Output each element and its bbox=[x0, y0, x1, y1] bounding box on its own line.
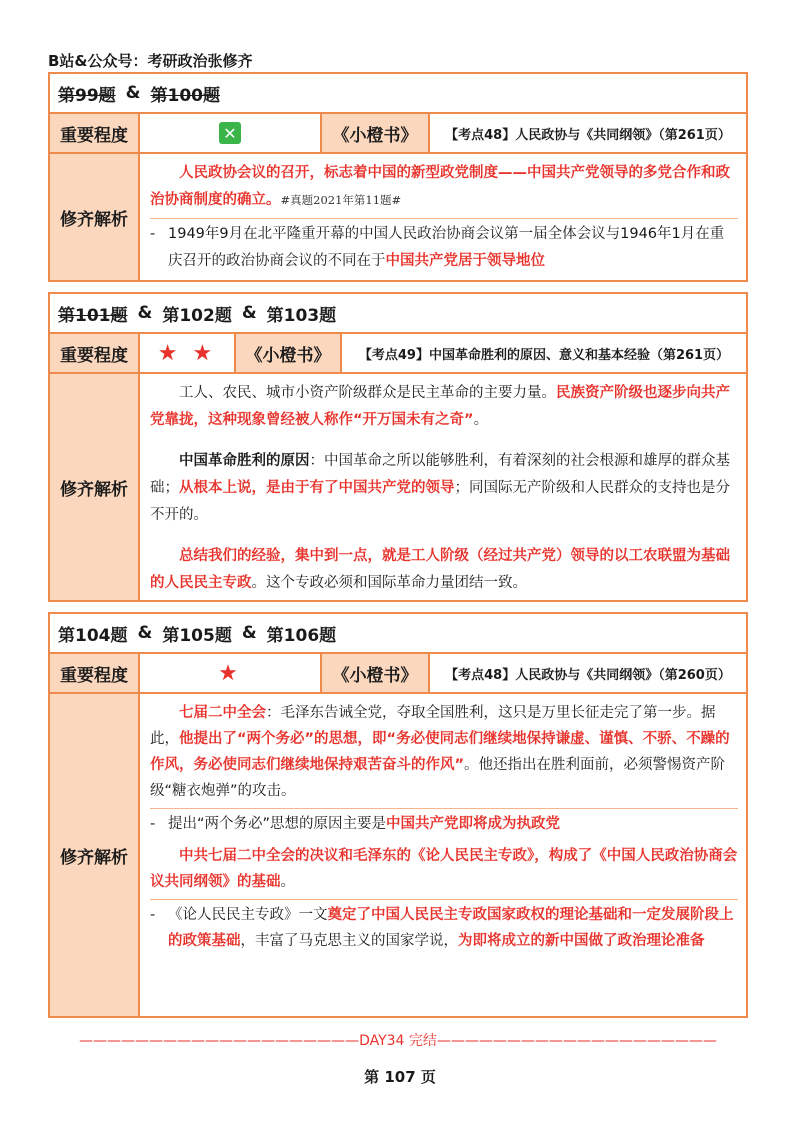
importance-row bbox=[50, 114, 746, 154]
cross-icon: ✕ bbox=[219, 122, 241, 144]
analysis-label: 修齐解析 bbox=[50, 374, 140, 600]
question-number: 第102题 bbox=[162, 305, 232, 326]
header-source: B站&公众号：考研政治张修齐 bbox=[48, 52, 253, 70]
highlight-text: 奠定了中国人民民主专政国家政权的理论基础和一定发展阶段上的政策基础 bbox=[168, 907, 734, 949]
body-text: 工人、农民、城市小资产阶级群众是民主革命的主要力量。 bbox=[179, 385, 556, 401]
knowledge-point: 【考点48】人民政协与《共同纲领》（第261页） bbox=[445, 127, 731, 143]
question-block-99-100 bbox=[48, 72, 748, 282]
question-block-104-106 bbox=[48, 612, 748, 1018]
question-title bbox=[50, 74, 746, 114]
importance-rating bbox=[140, 334, 236, 372]
list-item: - 《论人民民主专政》一文奠定了中国人民民主专政国家政权的理论基础和一定发展阶段上的政策基础，丰富了马克思主义的国家学说，为即将成立的新中国做了政治理论准备 bbox=[150, 899, 738, 954]
importance-row bbox=[50, 654, 746, 694]
analysis-row bbox=[50, 694, 746, 1016]
highlight-text: 总结我们的经验，集中到一点，就是工人阶级（经过共产党）领导的以工农联盟为基础的人民民主专政 bbox=[150, 548, 730, 591]
ampersand: & bbox=[137, 623, 153, 643]
item-text: 《论人民民主专政》一文 bbox=[168, 907, 328, 923]
ampersand: & bbox=[241, 623, 257, 643]
question-title bbox=[50, 614, 746, 654]
question-number: 第105题 bbox=[162, 625, 232, 646]
highlight-text: 从根本上说，是由于有了中国共产党的领导 bbox=[179, 480, 455, 496]
importance-label: 重要程度 bbox=[50, 334, 140, 372]
highlight-text: 中国共产党即将成为执政党 bbox=[386, 816, 561, 832]
item-text: 1949年9月在北平隆重开幕的中国人民政治协商会议第一届全体会议与1946年1月在重庆召开的政治协商会议的不同在于 bbox=[168, 226, 725, 269]
body-text: 。 bbox=[280, 874, 295, 890]
bold-text: 中国革命胜利的原因 bbox=[179, 453, 310, 469]
star-icon: ★ bbox=[218, 660, 242, 686]
highlight-text: 中共七届二中全会的决议和毛泽东的《论人民民主专政》，构成了《中国人民政治协商会议共同纲领》的基础 bbox=[150, 848, 738, 890]
highlight-text: 七届二中全会 bbox=[179, 705, 266, 721]
importance-rating bbox=[140, 654, 322, 692]
body-text: ：中国革命之所以能够胜利，有着深刻的社会根源和雄厚的群众基础； bbox=[150, 453, 730, 496]
ampersand: & bbox=[137, 303, 153, 323]
ampersand: & bbox=[125, 83, 141, 103]
importance-row bbox=[50, 334, 746, 374]
knowledge-point: 【考点49】中国革命胜利的原因、意义和基本经验（第261页） bbox=[358, 347, 730, 363]
star-icon: ★ ★ bbox=[157, 340, 217, 366]
question-number: 第106题 bbox=[266, 625, 337, 646]
analysis-content bbox=[140, 154, 746, 280]
exam-note: #真题2021年第11题# bbox=[280, 193, 402, 207]
question-block-101-103 bbox=[48, 292, 748, 602]
day-end-divider: ————————————————————DAY34 完结———————————————————— bbox=[79, 1033, 717, 1049]
highlight-text: 人民政协会议的召开，标志着中国的新型政党制度——中国共产党领导的多党合作和政治协商制度的确立。 bbox=[150, 165, 730, 208]
item-text: 提出“两个务必”思想的原因主要是 bbox=[168, 816, 387, 832]
analysis-content bbox=[140, 374, 746, 600]
knowledge-point: 【考点48】人民政协与《共同纲领》（第260页） bbox=[445, 667, 731, 683]
importance-label: 重要程度 bbox=[50, 114, 140, 152]
highlight-text: 中国共产党居于领导地位 bbox=[385, 253, 545, 269]
ampersand: & bbox=[241, 303, 257, 323]
list-item: - 1949年9月在北平隆重开幕的中国人民政治协商会议第一届全体会议与1946年1月在重庆召开的政治协商会议的不同在于中国共产党居于领导地位 bbox=[150, 218, 738, 275]
book-label: 《小橙书》 bbox=[322, 654, 430, 692]
question-number: 第99题 bbox=[58, 85, 116, 106]
question-number: 第103题 bbox=[266, 305, 337, 326]
body-text: 。这个专政必须和国际革命力量团结一致。 bbox=[251, 575, 527, 591]
highlight-text: 民族资产阶级也逐步向共产党靠拢，这种现象曾经被人称作“开万国未有之奇” bbox=[150, 385, 730, 428]
body-text: ；同国际无产阶级和人民群众的支持也是分不开的。 bbox=[150, 480, 730, 523]
item-text: ，丰富了马克思主义的国家学说， bbox=[240, 933, 458, 949]
highlight-text: 他提出了“两个务必”的思想，即“务必使同志们继续地保持谦虚、谨慎、不骄、不躁的作风，务必使同志们继续地保持艰苦奋斗的作风” bbox=[150, 731, 730, 773]
analysis-label: 修齐解析 bbox=[50, 694, 140, 1016]
body-text: 。他还指出在胜利面前，必须警惕资产阶级“糖衣炮弹”的攻击。 bbox=[150, 757, 726, 799]
question-title bbox=[50, 294, 746, 334]
book-label: 《小橙书》 bbox=[236, 334, 342, 372]
analysis-row bbox=[50, 374, 746, 600]
highlight-text: 为即将成立的新中国做了政治理论准备 bbox=[458, 933, 705, 949]
analysis-label: 修齐解析 bbox=[50, 154, 140, 280]
analysis-content bbox=[140, 694, 746, 1016]
book-label: 《小橙书》 bbox=[322, 114, 430, 152]
page-number: 第 107 页 bbox=[364, 1068, 436, 1086]
question-number: 第100题 bbox=[150, 85, 220, 106]
importance-rating bbox=[140, 114, 322, 152]
analysis-row bbox=[50, 154, 746, 280]
importance-label: 重要程度 bbox=[50, 654, 140, 692]
question-number: 第104题 bbox=[58, 625, 128, 646]
question-number: 第101题 bbox=[58, 305, 128, 326]
body-text: 。 bbox=[473, 412, 489, 428]
body-text: ：毛泽东告诫全党，夺取全国胜利，这只是万里长征走完了第一步。据此， bbox=[150, 705, 716, 747]
list-item: - 提出“两个务必”思想的原因主要是中国共产党即将成为执政党 bbox=[150, 808, 738, 837]
